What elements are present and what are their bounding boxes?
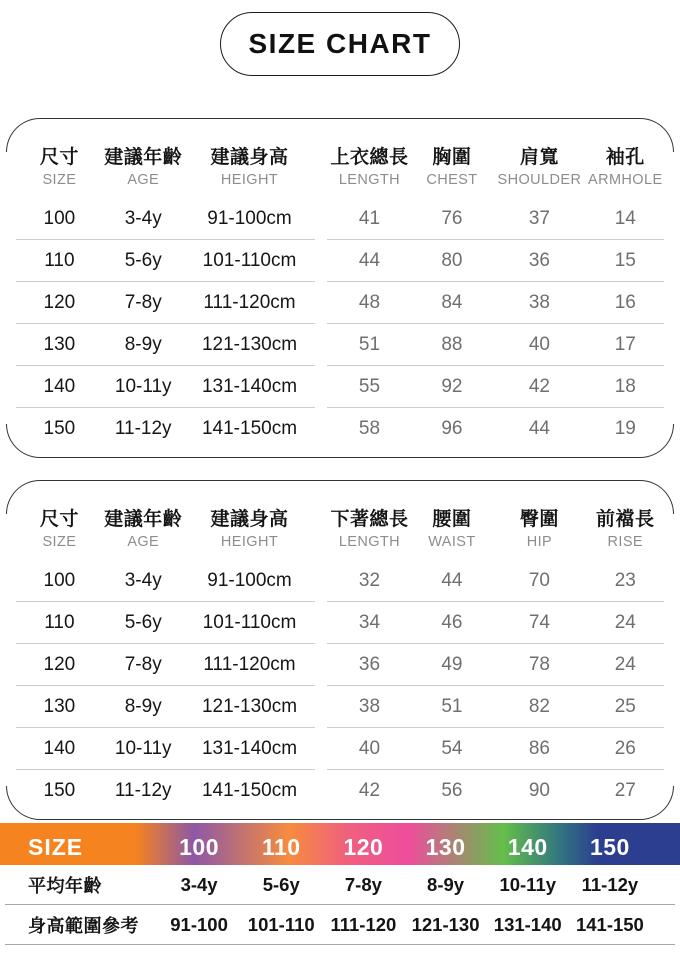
cell-height: 131-140cm <box>201 375 298 397</box>
col-header-zh: 上衣總長 <box>330 147 409 168</box>
col-header-age <box>103 504 184 550</box>
cell-chest: 92 <box>441 375 463 397</box>
cell-height: 131-140cm <box>201 737 298 759</box>
legend-size-value: 130 <box>425 833 466 860</box>
row-left-group <box>16 366 315 408</box>
row-left-group <box>16 602 315 644</box>
cell-waist: 54 <box>441 737 463 759</box>
cell-length: 44 <box>358 249 381 271</box>
cell-height: 111-120cm <box>203 653 296 675</box>
cell-height: 91-100cm <box>207 569 292 591</box>
cell-armhole: 17 <box>614 333 636 355</box>
col-header-en: AGE <box>127 534 160 550</box>
col-header-en: HEIGHT <box>220 534 279 550</box>
cell-length: 36 <box>358 653 381 675</box>
cell-length: 40 <box>358 737 381 759</box>
col-header-zh: 腰圍 <box>432 509 472 530</box>
cell-size: 120 <box>43 291 76 313</box>
col-header-en: RISE <box>607 534 643 550</box>
legend-rows <box>5 865 675 945</box>
cell-hip: 74 <box>528 611 550 633</box>
table-row-100 <box>16 560 664 602</box>
legend-age-value: 8-9y <box>427 873 465 895</box>
row-left-group <box>16 686 315 728</box>
row-left-group <box>16 728 315 770</box>
cell-size: 150 <box>43 418 76 439</box>
cell-height: 141-150cm <box>201 780 298 801</box>
col-header-height <box>184 504 316 550</box>
cell-armhole: 18 <box>614 375 636 397</box>
cell-armhole: 14 <box>614 207 636 229</box>
cell-size: 100 <box>43 569 76 591</box>
cell-size: 130 <box>43 695 76 717</box>
legend-row-height-range <box>5 905 675 945</box>
cell-waist: 51 <box>441 695 463 717</box>
legend-row-label: 平均年齡 <box>28 875 102 896</box>
col-header-en: ARMHOLE <box>588 172 663 188</box>
col-header-zh: 建議身高 <box>210 147 289 168</box>
cell-height: 111-120cm <box>203 291 296 313</box>
cell-hip: 70 <box>528 569 550 591</box>
col-header-zh: 前襠長 <box>596 509 655 530</box>
legend-age-value: 7-8y <box>344 873 382 895</box>
cell-length: 32 <box>358 569 381 591</box>
col-header-waist <box>412 504 493 550</box>
legend-age-value: 5-6y <box>262 873 300 895</box>
table-row-150 <box>16 770 664 812</box>
col-header-zh: 尺寸 <box>39 147 79 168</box>
table-header <box>16 142 664 188</box>
cell-size: 150 <box>43 780 76 801</box>
table-row-120 <box>16 282 664 324</box>
cell-hip: 82 <box>528 695 550 717</box>
col-header-zh: 肩寬 <box>519 147 559 168</box>
col-header-en: SHOULDER <box>497 172 582 188</box>
row-left-group <box>16 408 315 450</box>
legend-height-value: 91-100 <box>170 913 228 935</box>
legend-height-value: 141-150 <box>575 913 644 935</box>
col-header-en: CHEST <box>426 172 478 188</box>
cell-waist: 56 <box>441 780 463 801</box>
legend-height-value: 121-130 <box>411 913 480 935</box>
cell-size: 100 <box>43 207 76 229</box>
col-header-length <box>327 504 411 550</box>
cell-length: 38 <box>358 695 381 717</box>
table-row-110 <box>16 240 664 282</box>
cell-length: 58 <box>358 418 381 439</box>
cell-rise: 27 <box>614 780 636 801</box>
cell-size: 110 <box>44 611 75 633</box>
legend-height-value: 101-110 <box>247 913 315 935</box>
cell-age: 11-12y <box>114 418 172 439</box>
cell-shoulder: 40 <box>528 333 550 355</box>
col-header-size <box>16 504 103 550</box>
cell-hip: 90 <box>528 780 550 801</box>
cell-rise: 23 <box>614 569 636 591</box>
cell-age: 7-8y <box>124 653 162 675</box>
col-header-en: LENGTH <box>338 534 401 550</box>
cell-age: 11-12y <box>114 780 172 801</box>
col-header-en: LENGTH <box>338 172 401 188</box>
col-header-zh: 袖孔 <box>605 147 645 168</box>
legend-age-value: 11-12y <box>581 873 639 895</box>
cell-height: 91-100cm <box>207 207 292 229</box>
col-header-zh: 臀圍 <box>519 509 559 530</box>
legend-height-value: 131-140 <box>493 913 562 935</box>
legend-size-value: 100 <box>179 833 220 860</box>
cell-waist: 49 <box>441 653 463 675</box>
row-right-group <box>327 560 664 602</box>
legend-row-average-age <box>5 865 675 905</box>
cell-armhole: 16 <box>614 291 636 313</box>
cell-age: 8-9y <box>124 695 162 717</box>
cell-height: 121-130cm <box>201 333 298 355</box>
cell-height: 101-110cm <box>202 611 297 633</box>
col-header-age <box>103 142 184 188</box>
size-chart-page <box>0 12 680 964</box>
legend-size-value: 120 <box>343 833 384 860</box>
col-header-en: SIZE <box>42 172 77 188</box>
cell-hip: 78 <box>528 653 550 675</box>
size-gradient-bar <box>0 823 680 865</box>
cell-armhole: 15 <box>614 249 636 271</box>
row-left-group <box>16 198 315 240</box>
col-header-size <box>16 142 103 188</box>
cell-length: 51 <box>358 333 381 355</box>
col-header-en: AGE <box>127 172 160 188</box>
row-right-group <box>327 728 664 770</box>
col-header-height <box>184 142 316 188</box>
cell-age: 8-9y <box>124 333 162 355</box>
col-header-zh: 建議年齡 <box>104 509 183 530</box>
row-right-group <box>327 282 664 324</box>
row-right-group <box>327 324 664 366</box>
size-table-bottoms <box>6 480 674 820</box>
col-header-en: HIP <box>526 534 553 550</box>
col-header-hip <box>492 504 586 550</box>
cell-size: 110 <box>44 249 75 271</box>
row-left-group <box>16 770 315 812</box>
row-left-group <box>16 240 315 282</box>
header-right-group <box>327 504 664 550</box>
table-header <box>16 504 664 550</box>
cell-age: 10-11y <box>114 737 172 759</box>
size-legend <box>0 823 680 945</box>
cell-chest: 80 <box>441 249 463 271</box>
header-right-group <box>327 142 664 188</box>
page-title: SIZE CHART <box>220 12 460 76</box>
legend-age-value: 10-11y <box>499 873 557 895</box>
cell-age: 5-6y <box>124 249 162 271</box>
header-left-group <box>16 504 315 550</box>
header-left-group <box>16 142 315 188</box>
col-header-rise <box>587 504 664 550</box>
cell-chest: 96 <box>441 418 463 439</box>
cell-age: 7-8y <box>124 291 162 313</box>
col-header-chest <box>412 142 493 188</box>
cell-shoulder: 44 <box>528 418 550 439</box>
cell-length: 55 <box>358 375 381 397</box>
cell-length: 34 <box>358 611 381 633</box>
cell-rise: 26 <box>614 737 636 759</box>
cell-shoulder: 37 <box>528 207 550 229</box>
cell-size: 120 <box>43 653 76 675</box>
col-header-armhole <box>587 142 664 188</box>
table-row-110 <box>16 602 664 644</box>
cell-rise: 24 <box>614 611 636 633</box>
col-header-length <box>327 142 411 188</box>
legend-size-value: 110 <box>261 833 301 860</box>
table-row-130 <box>16 686 664 728</box>
cell-height: 121-130cm <box>201 695 298 717</box>
cell-height: 141-150cm <box>201 418 298 439</box>
col-header-zh: 建議身高 <box>210 509 289 530</box>
cell-rise: 25 <box>614 695 636 717</box>
cell-chest: 76 <box>441 207 463 229</box>
row-right-group <box>327 240 664 282</box>
cell-height: 101-110cm <box>202 249 297 271</box>
cell-age: 10-11y <box>114 375 172 397</box>
legend-row-label: 身高範圍參考 <box>28 915 139 936</box>
col-header-en: WAIST <box>428 534 476 550</box>
col-header-en: SIZE <box>42 534 77 550</box>
table-row-100 <box>16 198 664 240</box>
table-row-150 <box>16 408 664 450</box>
row-right-group <box>327 408 664 450</box>
col-header-en: HEIGHT <box>220 172 279 188</box>
col-header-zh: 尺寸 <box>39 509 79 530</box>
legend-size-label: SIZE <box>28 833 84 860</box>
cell-waist: 44 <box>441 569 463 591</box>
cell-size: 140 <box>43 375 76 397</box>
cell-hip: 86 <box>528 737 550 759</box>
col-header-shoulder <box>492 142 586 188</box>
cell-shoulder: 36 <box>528 249 550 271</box>
cell-shoulder: 42 <box>528 375 550 397</box>
cell-chest: 84 <box>441 291 463 313</box>
table-row-130 <box>16 324 664 366</box>
cell-age: 5-6y <box>124 611 162 633</box>
cell-rise: 24 <box>614 653 636 675</box>
row-left-group <box>16 560 315 602</box>
legend-height-value: 111-120 <box>330 913 397 935</box>
cell-chest: 88 <box>441 333 463 355</box>
row-right-group <box>327 770 664 812</box>
col-header-zh: 下著總長 <box>330 509 409 530</box>
row-right-group <box>327 644 664 686</box>
legend-age-value: 3-4y <box>180 873 218 895</box>
cell-length: 42 <box>358 780 381 801</box>
cell-length: 48 <box>358 291 381 313</box>
table-row-140 <box>16 366 664 408</box>
table-row-120 <box>16 644 664 686</box>
row-left-group <box>16 282 315 324</box>
row-left-group <box>16 324 315 366</box>
cell-armhole: 19 <box>614 418 636 439</box>
table-row-140 <box>16 728 664 770</box>
cell-waist: 46 <box>441 611 463 633</box>
legend-size-value: 150 <box>589 833 630 860</box>
row-right-group <box>327 602 664 644</box>
row-right-group <box>327 686 664 728</box>
cell-size: 140 <box>43 737 76 759</box>
size-table-tops <box>6 118 674 458</box>
cell-length: 41 <box>358 207 381 229</box>
cell-age: 3-4y <box>124 207 162 229</box>
col-header-zh: 胸圍 <box>432 147 472 168</box>
cell-age: 3-4y <box>124 569 162 591</box>
col-header-zh: 建議年齡 <box>104 147 183 168</box>
row-right-group <box>327 366 664 408</box>
row-right-group <box>327 198 664 240</box>
legend-size-value: 140 <box>507 833 548 860</box>
cell-shoulder: 38 <box>528 291 550 313</box>
cell-size: 130 <box>43 333 76 355</box>
row-left-group <box>16 644 315 686</box>
